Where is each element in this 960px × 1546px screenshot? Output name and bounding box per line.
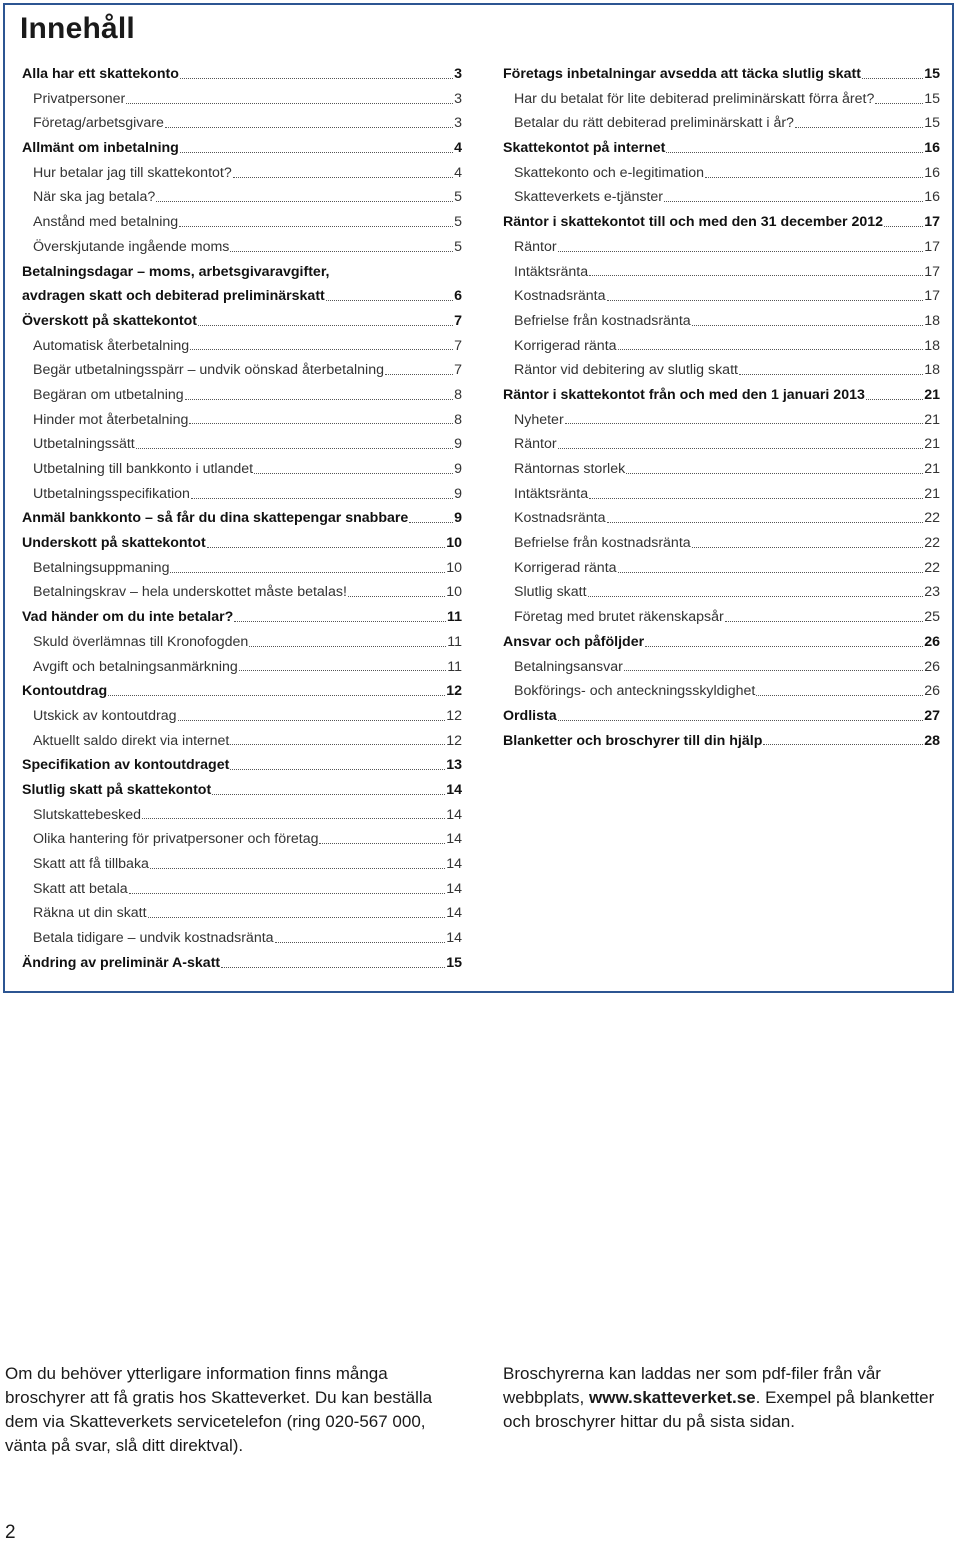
toc-entry-page: 14: [446, 880, 462, 897]
toc-leader-dots: [126, 103, 453, 104]
toc-leader-dots: [626, 473, 923, 474]
toc-entry-label: Korrigerad ränta: [514, 337, 617, 354]
toc-leader-dots: [207, 547, 446, 548]
toc-leader-dots: [725, 621, 923, 622]
toc-entry-label: Bokförings- och anteckningsskyldighet: [514, 683, 756, 700]
toc-entry-label: Betalningsuppmaning: [33, 559, 170, 576]
toc-leader-dots: [178, 720, 446, 721]
toc-entry-page: 22: [924, 559, 940, 576]
toc-leader-dots: [618, 572, 924, 573]
toc-entry[interactable]: [22, 235, 462, 260]
toc-entry[interactable]: [22, 161, 462, 186]
toc-leader-dots: [165, 127, 453, 128]
toc-entry-label: Skattekontot på internet: [503, 140, 666, 157]
toc-entry-page: 6: [454, 288, 462, 305]
toc-leader-dots: [180, 78, 453, 79]
toc-entry[interactable]: [22, 62, 462, 87]
toc-entry-label: Skatt att betala: [33, 880, 128, 897]
toc-entry-page: 14: [446, 856, 462, 872]
toc-entry[interactable]: [22, 210, 462, 235]
toc-entry-page: 28: [924, 732, 940, 749]
toc-entry-page: 9: [454, 436, 462, 453]
toc-entry-label: Vad händer om du inte betalar?: [22, 609, 234, 626]
toc-entry-page: 5: [454, 214, 462, 231]
toc-leader-dots: [558, 251, 924, 252]
toc-leader-dots: [756, 695, 923, 696]
info-text-right-after: . Exempel på blanketter och broschyrer hittar du på sista sidan.: [503, 1388, 935, 1431]
toc-leader-dots: [239, 670, 446, 671]
toc-entry-page: 9: [454, 510, 462, 527]
toc-entry-page: 26: [924, 658, 940, 675]
toc-entry-page: 8: [454, 411, 462, 428]
toc-entry[interactable]: [22, 531, 462, 556]
toc-entry-label: Intäktsränta: [514, 263, 589, 280]
toc-entry[interactable]: [503, 136, 940, 161]
toc-entry[interactable]: [503, 111, 940, 136]
toc-entry-page: 14: [446, 781, 462, 798]
toc-entry[interactable]: [22, 482, 462, 507]
toc-entry-label: Ändring av preliminär A-skatt: [22, 954, 221, 971]
toc-entry-label: Slutlig skatt: [514, 584, 587, 601]
toc-entry-label: Korrigerad ränta: [514, 559, 617, 576]
toc-entry[interactable]: [22, 383, 462, 408]
toc-leader-dots: [129, 893, 446, 894]
toc-leader-dots: [191, 498, 453, 499]
toc-entry-label: Överskott på skattekontot: [22, 312, 198, 329]
toc-entry-page: 10: [446, 584, 462, 601]
toc-entry-label: Räntor: [514, 436, 557, 453]
toc-leader-dots: [862, 78, 923, 79]
toc-entry-label: Kostnadsränta: [514, 288, 606, 305]
toc-entry-page: 14: [446, 806, 462, 823]
toc-leader-dots: [212, 794, 445, 795]
toc-leader-dots: [156, 201, 453, 202]
toc-entry-label: Företag/arbetsgivare: [33, 115, 164, 132]
toc-entry-page: 16: [924, 189, 940, 206]
toc-entry-label: Begär utbetalningsspärr – undvik oönskad återbetalning: [33, 362, 384, 379]
toc-entry[interactable]: [503, 704, 940, 729]
toc-entry-page: 9: [454, 461, 462, 477]
toc-entry-page: 13: [446, 757, 462, 774]
toc-entry-page: 15: [924, 115, 940, 132]
toc-entry-label: Olika hantering för privatpersoner och företag: [33, 831, 319, 848]
toc-entry-label: Anmäl bankkonto – så får du dina skattepengar snabbare: [22, 510, 409, 527]
toc-entry[interactable]: [503, 185, 940, 210]
toc-entry[interactable]: [22, 136, 462, 161]
toc-leader-dots: [618, 349, 924, 350]
toc-entry-label: Räntornas storlek: [514, 461, 626, 477]
toc-entry[interactable]: [503, 334, 940, 359]
toc-entry-label: Räntor i skattekontot från och med den 1 januari 2013: [503, 386, 865, 403]
toc-entry[interactable]: [22, 506, 462, 531]
toc-entry-label: Företags inbetalningar avsedda att täcka slutlig skatt: [503, 66, 861, 82]
toc-entry-label: Alla har ett skattekonto: [22, 66, 179, 82]
toc-leader-dots: [249, 646, 446, 647]
toc-entry-label: Specifikation av kontoutdraget: [22, 757, 230, 774]
toc-entry-label: Betala tidigare – undvik kostnadsränta: [33, 930, 274, 947]
toc-leader-dots: [409, 522, 453, 523]
toc-entry[interactable]: [22, 432, 462, 457]
toc-entry-page: 26: [924, 683, 940, 700]
toc-entry[interactable]: [503, 679, 940, 704]
toc-entry[interactable]: [503, 383, 940, 408]
toc-leader-dots: [198, 325, 453, 326]
toc-entry-label: avdragen skatt och debiterad preliminärskatt: [22, 288, 325, 305]
toc-entry[interactable]: [22, 704, 462, 729]
toc-leader-dots: [385, 374, 453, 375]
toc-entry-label: Nyheter: [514, 411, 564, 428]
toc-entry-page: 15: [446, 954, 462, 971]
toc-entry-label: Privatpersoner: [33, 90, 126, 107]
toc-entry[interactable]: [22, 334, 462, 359]
toc-leader-dots: [189, 423, 453, 424]
toc-entry[interactable]: [22, 753, 462, 778]
toc-leader-dots: [136, 448, 453, 449]
toc-entry[interactable]: [22, 827, 462, 852]
toc-leader-dots: [142, 818, 445, 819]
toc-entry-page: 27: [924, 707, 940, 724]
toc-entry[interactable]: [22, 951, 462, 976]
toc-entry[interactable]: [22, 803, 462, 828]
toc-entry[interactable]: [22, 556, 462, 581]
toc-leader-dots: [558, 720, 924, 721]
toc-entry-label: Betalningsdagar – moms, arbetsgivaravgifter,: [22, 263, 330, 280]
toc-entry[interactable]: [22, 778, 462, 803]
toc-entry[interactable]: [22, 877, 462, 902]
toc-entry[interactable]: [22, 87, 462, 112]
toc-entry-page: 21: [924, 485, 940, 502]
toc-entry[interactable]: [22, 729, 462, 754]
toc-entry[interactable]: [503, 284, 940, 309]
toc-entry-page: 12: [446, 707, 462, 724]
toc-entry-page: 17: [924, 214, 940, 231]
toc-leader-dots: [254, 473, 453, 474]
toc-entry-label: Räntor: [514, 238, 557, 255]
toc-entry[interactable]: [22, 408, 462, 433]
toc-entry-page: 15: [924, 90, 940, 107]
toc-entry-label: Företag med brutet räkenskapsår: [514, 609, 724, 626]
toc-entry-label: Underskott på skattekontot: [22, 535, 206, 552]
toc-entry-page: 22: [924, 510, 940, 527]
toc-entry-label: Skattekonto och e-legitimation: [514, 164, 705, 181]
toc-entry-page: 17: [924, 288, 940, 305]
toc-left-column: [22, 62, 462, 975]
toc-entry-label: Aktuellt saldo direkt via internet: [33, 732, 230, 749]
toc-entry-label: Utbetalning till bankkonto i utlandet: [33, 461, 254, 477]
toc-entry[interactable]: [503, 482, 940, 507]
toc-entry[interactable]: [22, 901, 462, 926]
toc-entry-label: Intäktsränta: [514, 485, 589, 502]
toc-entry-label: Blanketter och broschyrer till din hjälp: [503, 732, 763, 749]
toc-entry-label: Kostnadsränta: [514, 510, 606, 527]
toc-entry-page: 7: [454, 337, 462, 354]
toc-entry-page: 5: [454, 238, 462, 255]
toc-leader-dots: [607, 300, 924, 301]
toc-leader-dots: [624, 670, 923, 671]
toc-entry-label: Hinder mot återbetalning: [33, 411, 189, 428]
toc-entry-page: 21: [924, 386, 940, 403]
toc-entry-label: Skuld överlämnas till Kronofogden: [33, 633, 249, 650]
toc-leader-dots: [589, 498, 923, 499]
toc-entry[interactable]: [22, 309, 462, 334]
toc-entry[interactable]: [503, 210, 940, 235]
toc-entry-page: 25: [924, 609, 940, 626]
toc-leader-dots: [565, 423, 924, 424]
toc-entry-page: 18: [924, 362, 940, 379]
toc-leader-dots: [558, 448, 924, 449]
toc-entry-page: 7: [454, 362, 462, 379]
toc-entry-page: 14: [446, 930, 462, 947]
toc-entry-page: 18: [924, 312, 940, 329]
toc-entry-label: Befrielse från kostnadsränta: [514, 312, 691, 329]
toc-entry-label: Avgift och betalningsanmärkning: [33, 658, 238, 675]
toc-leader-dots: [645, 646, 923, 647]
toc-entry[interactable]: [22, 630, 462, 655]
toc-entry[interactable]: [503, 432, 940, 457]
toc-entry-label: Anstånd med betalning: [33, 214, 179, 231]
toc-entry[interactable]: [503, 531, 940, 556]
toc-entry[interactable]: [503, 655, 940, 680]
toc-leader-dots: [589, 275, 923, 276]
toc-leader-dots: [170, 572, 445, 573]
toc-entry-label: Ordlista: [503, 707, 557, 724]
toc-entry-page: 4: [454, 164, 462, 181]
toc-leader-dots: [875, 103, 923, 104]
toc-leader-dots: [148, 917, 446, 918]
toc-entry-page: 9: [454, 485, 462, 502]
toc-entry-label: Utbetalningsspecifikation: [33, 485, 190, 502]
toc-entry-page: 14: [446, 831, 462, 848]
toc-entry[interactable]: [503, 309, 940, 334]
toc-entry-page: 10: [446, 559, 462, 576]
info-text-left: Om du behöver ytterligare information finns många broschyrer att få gratis hos Skatteverket. Du kan beställa dem via Skatteverkets servicetelefon (ring 020-567 000, vänta på svar, slå ditt direktval).: [5, 1364, 433, 1455]
toc-entry-label: Överskjutande ingående moms: [33, 238, 230, 255]
toc-entry-label: Har du betalat för lite debiterad preliminärskatt förra året?: [514, 90, 875, 107]
toc-entry-label: Automatisk återbetalning: [33, 337, 190, 354]
toc-entry[interactable]: [503, 729, 940, 754]
toc-entry-page: 21: [924, 461, 940, 477]
toc-entry-label: Utskick av kontoutdrag: [33, 707, 177, 724]
toc-leader-dots: [180, 152, 453, 153]
toc-entry-label: Kontoutdrag: [22, 683, 108, 700]
toc-leader-dots: [230, 744, 445, 745]
toc-entry[interactable]: [22, 679, 462, 704]
toc-entry-page: 11: [447, 633, 462, 650]
toc-entry[interactable]: [503, 605, 940, 630]
toc-entry-label: Utbetalningssätt: [33, 436, 135, 453]
toc-entry-page: 14: [446, 905, 462, 922]
toc-entry-page: 16: [924, 140, 940, 157]
toc-leader-dots: [739, 374, 923, 375]
toc-entry-page: 3: [454, 66, 462, 82]
toc-leader-dots: [221, 967, 445, 968]
toc-entry[interactable]: [22, 185, 462, 210]
toc-entry[interactable]: [22, 457, 462, 482]
toc-entry-label: Skatt att få tillbaka: [33, 856, 149, 872]
toc-entry[interactable]: [503, 161, 940, 186]
toc-entry-page: 7: [454, 312, 462, 329]
toc-entry-page: 12: [446, 732, 462, 749]
toc-leader-dots: [763, 744, 923, 745]
toc-entry-page: 22: [924, 535, 940, 552]
toc-entry-page: 12: [446, 683, 462, 700]
toc-leader-dots: [795, 127, 923, 128]
toc-right-column: [503, 62, 940, 753]
toc-leader-dots: [230, 769, 445, 770]
toc-entry[interactable]: [22, 926, 462, 951]
toc-entry[interactable]: [503, 260, 940, 285]
toc-leader-dots: [664, 201, 923, 202]
toc-leader-dots: [866, 399, 923, 400]
toc-leader-dots: [326, 300, 453, 301]
toc-entry[interactable]: [503, 580, 940, 605]
toc-entry[interactable]: [22, 260, 462, 285]
toc-entry-label: När ska jag betala?: [33, 189, 156, 206]
toc-entry-label: Ansvar och påföljder: [503, 633, 645, 650]
info-text-right-before: Broschyrerna kan laddas ner som pdf-filer från vår webbplats,: [503, 1364, 881, 1407]
toc-leader-dots: [319, 843, 445, 844]
toc-entry-label: Skatteverkets e-tjänster: [514, 189, 664, 206]
toc-entry-label: Betalar du rätt debiterad preliminärskatt i år?: [514, 115, 794, 132]
toc-leader-dots: [179, 226, 453, 227]
toc-entry-page: 17: [924, 263, 940, 280]
toc-entry[interactable]: [22, 284, 462, 309]
toc-entry[interactable]: [22, 605, 462, 630]
toc-entry-page: 17: [924, 238, 940, 255]
toc-leader-dots: [607, 522, 924, 523]
toc-entry-label: Hur betalar jag till skattekontot?: [33, 164, 232, 181]
toc-entry-page: 18: [924, 337, 940, 354]
toc-entry-page: 21: [924, 436, 940, 453]
toc-entry[interactable]: [503, 358, 940, 383]
page-title: Innehåll: [20, 12, 135, 45]
toc-leader-dots: [233, 177, 453, 178]
toc-entry-label: Räkna ut din skatt: [33, 905, 147, 922]
toc-leader-dots: [234, 621, 446, 622]
toc-leader-dots: [588, 596, 924, 597]
toc-entry-page: 26: [924, 633, 940, 650]
toc-leader-dots: [150, 868, 445, 869]
toc-entry-page: 11: [447, 609, 462, 626]
toc-entry-label: Betalningskrav – hela underskottet måste betalas!: [33, 584, 347, 601]
toc-leader-dots: [692, 325, 924, 326]
toc-entry-page: 23: [924, 584, 940, 601]
toc-entry-page: 5: [454, 189, 462, 206]
toc-entry-label: Befrielse från kostnadsränta: [514, 535, 691, 552]
toc-entry-label: Slutlig skatt på skattekontot: [22, 781, 212, 798]
toc-entry[interactable]: [22, 358, 462, 383]
toc-leader-dots: [108, 695, 445, 696]
toc-entry[interactable]: [503, 457, 940, 482]
toc-entry-page: 21: [924, 411, 940, 428]
toc-entry[interactable]: [503, 556, 940, 581]
toc-entry-label: Allmänt om inbetalning: [22, 140, 179, 157]
toc-entry-label: Slutskattebesked: [33, 806, 142, 823]
toc-leader-dots: [884, 226, 923, 227]
toc-entry-page: 3: [454, 115, 462, 132]
toc-entry-label: Räntor i skattekontot till och med den 31 december 2012: [503, 214, 884, 231]
toc-entry-page: 8: [454, 386, 462, 403]
toc-leader-dots: [666, 152, 923, 153]
toc-entry-page: 15: [924, 66, 940, 82]
info-text-right: [503, 1362, 943, 1434]
toc-entry[interactable]: [503, 62, 940, 87]
toc-leader-dots: [692, 547, 924, 548]
toc-leader-dots: [705, 177, 923, 178]
toc-entry[interactable]: [503, 235, 940, 260]
toc-leader-dots: [348, 596, 445, 597]
toc-entry-page: 16: [924, 164, 940, 181]
toc-entry[interactable]: [22, 580, 462, 605]
toc-entry-page: 10: [446, 535, 462, 552]
toc-entry[interactable]: [22, 655, 462, 680]
toc-entry-page: 4: [454, 140, 462, 157]
toc-entry[interactable]: [503, 630, 940, 655]
toc-entry-label: Begäran om utbetalning: [33, 386, 184, 403]
toc-entry[interactable]: [503, 408, 940, 433]
toc-entry[interactable]: [22, 852, 462, 877]
page-number: 2: [5, 1522, 16, 1543]
toc-leader-dots: [185, 399, 453, 400]
toc-entry[interactable]: [503, 506, 940, 531]
toc-leader-dots: [230, 251, 453, 252]
toc-entry-label: Räntor vid debitering av slutlig skatt: [514, 362, 738, 379]
toc-leader-dots: [275, 942, 446, 943]
toc-entry-page: 11: [447, 658, 462, 675]
website-link[interactable]: www.skatteverket.se: [589, 1388, 756, 1407]
toc-entry-page: 3: [454, 90, 462, 107]
toc-entry[interactable]: [22, 111, 462, 136]
toc-entry-label: Betalningsansvar: [514, 658, 623, 675]
toc-entry[interactable]: [503, 87, 940, 112]
toc-leader-dots: [190, 349, 453, 350]
